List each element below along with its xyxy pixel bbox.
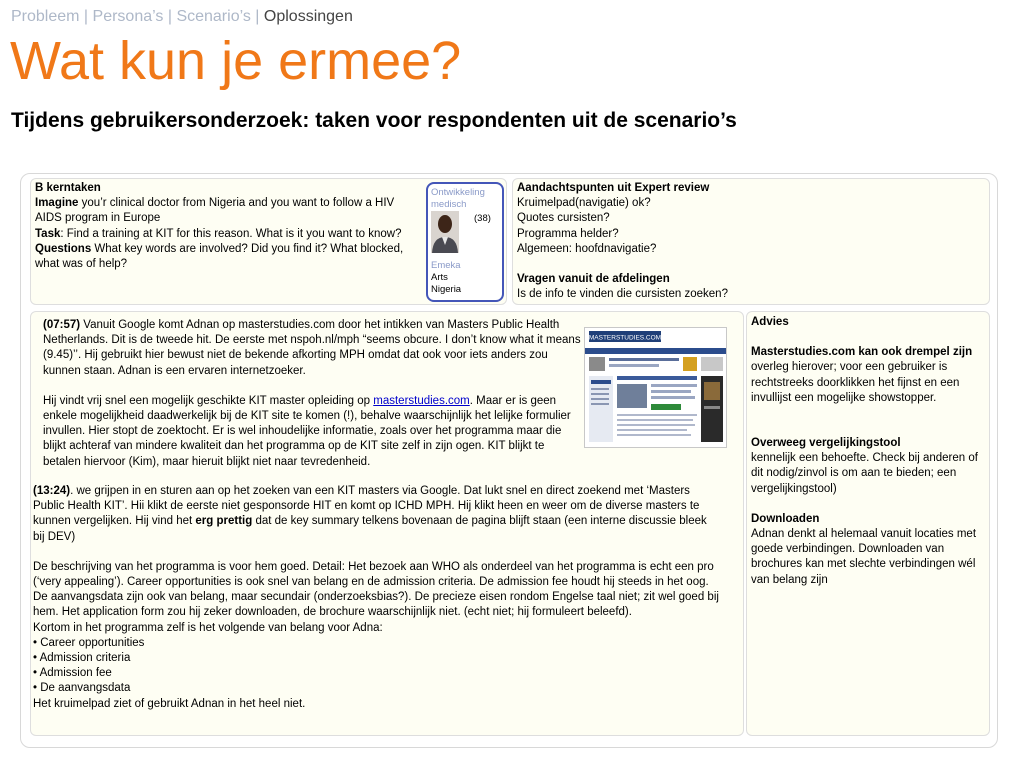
observation-block-1 [43,318,581,470]
observation-paragraph: Het kruimelpad ziet of gebruikt Adnan in het heel niet. [33,697,306,710]
timestamp: (07:57) [43,319,81,331]
task-text: : Find a training at KIT for this reason. What is it you want to know? [60,227,402,240]
expert-item: Quotes cursisten? [517,212,610,225]
observation-text: Vanuit Google komt Adnan op masterstudies.com door het intikken van Masters Public Health Netherlands. Dit is de tweede hit. De eerste met nspoh.nl/mph “seems obcure. I don’t know what it means (9.45)’’. Hij gebruikt hier bewust niet de bekende afkorting MPH omdat dat ook voor iets anders zou kunnen staan. Adnan is een ervaren internetzoeker. [43,319,581,377]
persona-location: Nigeria [431,284,462,295]
observation-text: Hij vindt vrij snel een mogelijk geschikte KIT master opleiding op [43,394,374,407]
advies-heading: Advies [751,316,789,328]
observation-paragraph [43,318,581,379]
observation-paragraph: Kortom in het programma zelf is het volgende van belang voor Adna: [33,621,383,634]
emphasis-text: erg prettig [195,515,253,528]
breadcrumb [11,8,353,26]
observation-block-2 [33,484,721,712]
observation-text: . Maar er is geen enkele mogelijkheid daadwerkelijk bij de KIT site te komen (!), behalve waarschijnlijk het lelijke formulier invullen. Hier stopt de zoektocht. Er is wel inhoudelijke informatie, zoals over het programma maar die blijkt achteraf van mindere kwaliteit dan het programma op de KIT site zelf in zijn ogen. KIT blijkt te betalen hiervoor (Kim), maar hieruit blijkt niet naar tevredenheid. [43,394,571,468]
imagine-line [35,196,423,226]
breadcrumb-item-scenarios[interactable]: Scenario’s [176,8,251,25]
expert-item: Algemeen: hoofdnavigatie? [517,242,657,255]
expert-item: Kruimelpad(navigatie) ok? [517,197,651,210]
expert-item: Programma helder? [517,227,619,240]
bullet-item: • Admission fee [33,667,112,680]
website-screenshot-image [585,328,726,447]
advies-text [751,315,985,588]
page-subtitle: Tijdens gebruikersonderzoek: taken voor respondenten uit de scenario’s [11,109,737,132]
breadcrumb-item-oplossingen[interactable]: Oplossingen [263,8,353,25]
questions-label: Questions [35,242,92,255]
advies-item-title: Masterstudies.com kan ook drempel zijn [751,346,973,359]
imagine-text: you’r clinical doctor from Nigeria and you want to follow a HIV AIDS program in Europe [35,197,395,225]
masterstudies-link[interactable]: masterstudies.com [373,394,470,407]
bullet-item: • Career opportunities [33,636,145,649]
task-line [35,227,423,242]
breadcrumb-item-personas[interactable]: Persona’s [92,8,164,25]
questions-text: What key words are involved? Did you find it? What blocked, what was of help? [35,242,404,271]
advies-item-title: Downloaden [751,512,820,525]
advies-item-title: Overweeg vergelijkingstool [751,437,901,450]
timestamp: (13:24) [33,485,71,497]
persona-card [426,182,504,302]
screenshot-logo: MASTERSTUDIES.COM [588,334,662,342]
breadcrumb-separator: | [79,8,93,25]
bullet-item: • De aanvangsdata [33,682,131,695]
kerntaken-heading: B kerntaken [35,182,101,194]
advies-item-text: overleg hierover; voor een gebruiker is rechtstreeks doorklikken het fijnst en een invullijst een mogelijke showstopper. [751,361,960,404]
afdelingen-item: Is de info te vinden die cursisten zoeken? [517,288,728,301]
kerntaken-text [35,181,423,272]
persona-heading: Ontwikkeling medisch [431,187,485,210]
persona-avatar [431,211,459,253]
persona-name: Emeka [431,260,461,271]
breadcrumb-item-probleem[interactable]: Probleem [11,8,80,25]
afdelingen-heading: Vragen vanuit de afdelingen [517,273,670,286]
website-screenshot [584,327,727,448]
observation-paragraph: De beschrijving van het programma is voor hem goed. Detail: Het bezoek aan WHO als onderdeel van het programma is echt een pro (‘very appealing’). Career opportunities is ook snel van belang en de admission criteria. De admission fee houdt hij steeds in het oog. De aanvangsdata zijn ook van belang, maar secundair (onderzoeksbias?). De precieze eisen rondom Engelse taal niet; zit wel goed bij hem. Het application form zou hij zeker downloaden, de brochure waarschijnlijk niet. (echt niet; hij formuleert beleefd). [33,560,719,619]
imagine-label: Imagine [35,197,79,210]
expert-heading: Aandachtspunten uit Expert review [517,182,710,194]
persona-count: (38) [474,213,491,224]
expert-review-text [517,181,983,302]
observation-text: dat de key summary telkens bovenaan de pagina blijft staan (een interne discussie bleek bij DEV) [33,515,707,543]
advies-item-text: Adnan denkt al helemaal vanuit locaties met goede verbindingen. Downloaden van brochures kan met slechte verbindingen wél van belang zijn [751,528,977,586]
page-title: Wat kun je ermee? [10,31,462,91]
breadcrumb-separator: | [250,8,264,25]
breadcrumb-separator: | [163,8,177,25]
bullet-item: • Admission criteria [33,652,131,665]
persona-role: Arts [431,272,448,283]
observation-paragraph [33,484,721,545]
advies-item-text: kennelijk een behoefte. Check bij anderen of dit nodig/zinvol is om aan te bieden; een vergelijkingstool) [751,452,978,495]
task-label: Task [35,227,61,240]
observation-paragraph [43,394,581,470]
questions-line [35,242,423,272]
observation-text: . we grijpen in en sturen aan op het zoeken van een KIT masters via Google. Dat lukt snel en direct zoekend met ‘Masters Public Health KIT’. Hii klikt de eerste niet gesponsorde HIT en komt op ICHD MPH. Hij klikt heen en weer om de diverse masters te kunnen vergelijken. Hij vind het [33,485,700,528]
